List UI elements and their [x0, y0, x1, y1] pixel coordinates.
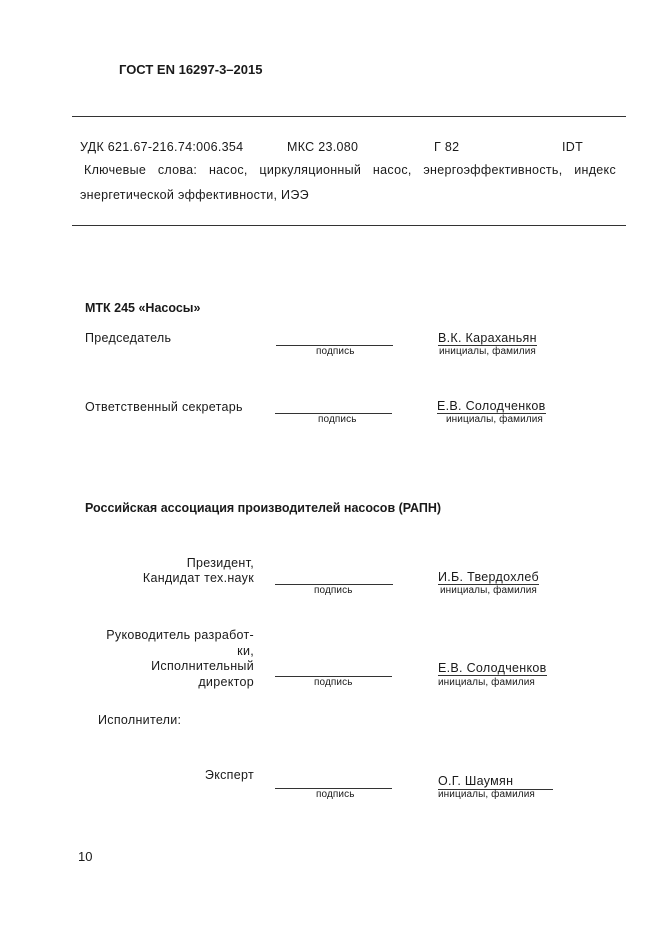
president-role-line2: Кандидат тех.наук: [142, 571, 254, 585]
president-name-caption: инициалы, фамилия: [440, 585, 537, 596]
chairman-name: В.К. Караханьян: [438, 331, 537, 345]
chairman-role: Председатель: [85, 331, 172, 345]
committee-title: МТК 245 «Насосы»: [85, 301, 201, 315]
page-number: 10: [78, 849, 93, 864]
chairman-signature-caption: подпись: [316, 346, 355, 357]
udk-code: УДК 621.67-216.74:006.354: [80, 140, 244, 154]
expert-signature-caption: подпись: [316, 789, 355, 800]
mks-code: МКС 23.080: [287, 140, 359, 154]
keywords-paragraph: Ключевые слова: насос, циркуляционный насос, энергоэффективность, индекс энергетической эффективности, ИЭЭ: [80, 163, 616, 202]
expert-name: О.Г. Шаумян: [438, 774, 514, 788]
top-rule: [72, 116, 626, 117]
secretary-name: Е.В. Солодченков: [437, 399, 546, 413]
president-role-line1: Президент,: [186, 556, 254, 570]
expert-role: Эксперт: [204, 768, 254, 782]
developer-role-line3: Исполнительный: [151, 659, 254, 673]
standard-id: ГОСТ EN 16297-3–2015: [119, 62, 263, 77]
president-signature-caption: подпись: [314, 585, 353, 596]
group-code: Г 82: [434, 140, 460, 154]
keywords-bottom-rule: [72, 225, 626, 226]
secretary-role: Ответственный секретарь: [85, 400, 243, 414]
developer-role-line4: директор: [198, 675, 254, 689]
secretary-name-caption: инициалы, фамилия: [446, 414, 543, 425]
developer-name: Е.В. Солодченков: [438, 661, 547, 675]
chairman-name-caption: инициалы, фамилия: [439, 346, 536, 357]
president-name: И.Б. Твердохлеб: [438, 570, 539, 584]
association-title: Российская ассоциация производителей насосов (РАПН): [85, 501, 442, 515]
developer-name-caption: инициалы, фамилия: [438, 677, 535, 688]
expert-name-caption: инициалы, фамилия: [438, 789, 535, 800]
developer-role-line1: Руководитель разработ-: [106, 628, 254, 642]
secretary-signature-caption: подпись: [318, 414, 357, 425]
degree-code: IDT: [562, 140, 584, 154]
performers-label: Исполнители:: [98, 713, 182, 727]
developer-role-line2: ки,: [237, 644, 254, 658]
developer-signature-caption: подпись: [314, 677, 353, 688]
